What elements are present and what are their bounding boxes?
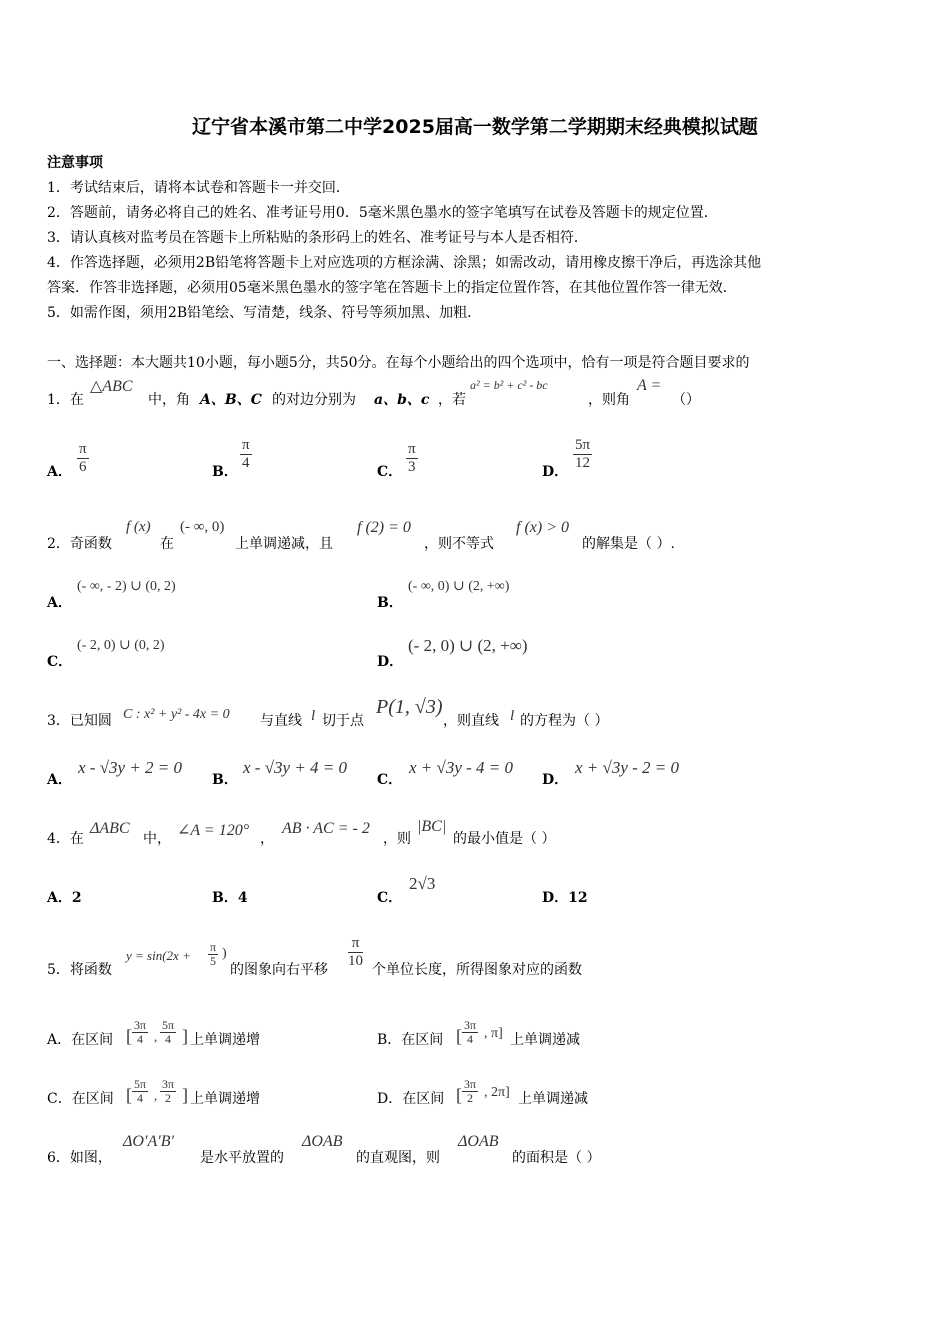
q4-option-a: A．2 bbox=[47, 890, 82, 906]
q2-interval: (- ∞, 0) bbox=[180, 519, 225, 535]
q5-d-rest: , 2π] bbox=[484, 1085, 510, 1100]
q3-text: 与直线 bbox=[260, 713, 302, 729]
q1-c-num: π bbox=[408, 441, 416, 457]
q6-number: 6．如图， bbox=[47, 1150, 112, 1166]
q2-text: 上单调递减，且 bbox=[235, 536, 333, 552]
q4-dot-product: AB · AC = - 2 bbox=[282, 820, 370, 837]
q4-option-b: B．4 bbox=[212, 890, 248, 906]
q5-d-lower-num: 3π bbox=[464, 1077, 477, 1091]
notice-item: 5．如需作图，须用2B铅笔绘、写清楚，线条、符号等须加黑、加粗． bbox=[47, 305, 482, 321]
q4-text: ，则 bbox=[383, 831, 411, 847]
q5-b-bracket: [ bbox=[456, 1026, 462, 1046]
q4-triangle: ΔABC bbox=[90, 820, 130, 837]
q1-angle-a: A = bbox=[637, 377, 662, 394]
q5-a-upper-num: 5π bbox=[162, 1018, 175, 1032]
q1-option-a-label: A． bbox=[47, 464, 72, 480]
q5-c-upper-den: 2 bbox=[165, 1091, 172, 1105]
q5-d-text: 上单调递减 bbox=[518, 1091, 588, 1107]
q5-number: 5．将函数 bbox=[47, 962, 112, 978]
q5-a-upper-den: 4 bbox=[165, 1032, 172, 1046]
q1-option-d bbox=[573, 437, 592, 472]
q3-text: 的方程为（ ） bbox=[520, 713, 609, 729]
q5-option-a-label: A．在区间 bbox=[47, 1032, 114, 1048]
q3-option-b-label: B． bbox=[212, 772, 238, 788]
q5-c-upper-num: 3π bbox=[162, 1077, 175, 1091]
q6-text: 的直观图，则 bbox=[356, 1150, 440, 1166]
q6-text: 的面积是（ ） bbox=[512, 1150, 601, 1166]
q1-text: ，则角 bbox=[588, 392, 630, 408]
q5-a-lower bbox=[132, 1019, 148, 1046]
q4-number: 4．在 bbox=[47, 831, 84, 847]
q1-triangle: △ABC bbox=[90, 378, 133, 395]
q1-option-b-label: B． bbox=[212, 464, 238, 480]
q5-c-text: 上单调递增 bbox=[190, 1091, 260, 1107]
q2-option-d: (- 2, 0) ∪ (2, +∞) bbox=[408, 636, 528, 655]
q1-option-b bbox=[240, 437, 252, 472]
q5-shift bbox=[348, 935, 363, 970]
notice-item: 3．请认真核对监考员在答题卡上所粘贴的条形码上的姓名、准考证号与本人是否相符． bbox=[47, 230, 588, 246]
q5-phase bbox=[208, 941, 218, 968]
q1-angles: A、B、C bbox=[200, 392, 262, 408]
q6-triangle: ΔOAB bbox=[302, 1133, 343, 1150]
q5-paren: ) bbox=[222, 946, 227, 961]
q2-text: 在 bbox=[160, 536, 174, 552]
q2-option-c: (- 2, 0) ∪ (0, 2) bbox=[77, 638, 165, 653]
q2-option-a: (- ∞, - 2) ∪ (0, 2) bbox=[77, 579, 176, 594]
q5-b-lower bbox=[462, 1019, 478, 1046]
q5-c-bracket: [ bbox=[126, 1085, 132, 1105]
q3-circle: C : x² + y² - 4x = 0 bbox=[123, 707, 230, 722]
q1-b-den: 4 bbox=[242, 455, 250, 471]
q5-c-upper bbox=[160, 1078, 176, 1105]
q5-a-bracket: ] bbox=[182, 1026, 188, 1046]
q5-c-comma: , bbox=[154, 1088, 158, 1103]
q4-option-c: 2√3 bbox=[409, 874, 436, 893]
q2-option-a-label: A． bbox=[47, 595, 72, 611]
q5-a-upper bbox=[160, 1019, 176, 1046]
q6-triangle: ΔOAB bbox=[458, 1133, 499, 1150]
q2-text: ，则不等式 bbox=[424, 536, 494, 552]
q5-c-lower-den: 4 bbox=[137, 1091, 144, 1105]
q5-c-lower-num: 5π bbox=[134, 1077, 147, 1091]
q6-triangle-prime: ΔO′A′B′ bbox=[123, 1133, 174, 1150]
q4-option-c-label: C． bbox=[377, 890, 403, 906]
q5-option-b-label: B．在区间 bbox=[377, 1032, 444, 1048]
q1-text: 中，角 bbox=[148, 392, 190, 408]
q2-option-b: (- ∞, 0) ∪ (2, +∞) bbox=[408, 579, 510, 594]
q5-a-text: 上单调递增 bbox=[190, 1032, 260, 1048]
q6-text: 是水平放置的 bbox=[200, 1150, 284, 1166]
q1-d-num: 5π bbox=[575, 437, 591, 453]
q4-text: ， bbox=[260, 831, 274, 847]
notice-heading: 注意事项 bbox=[47, 155, 103, 171]
q3-text: ，则直线 bbox=[443, 713, 499, 729]
q5-b-lower-den: 4 bbox=[467, 1032, 474, 1046]
q1-a-num: π bbox=[79, 441, 87, 457]
q1-a-den: 6 bbox=[79, 459, 87, 475]
notice-item: 2．答题前，请务必将自己的姓名、准考证号用0．5毫米黑色墨水的签字笔填写在试卷及答题卡的规定位置． bbox=[47, 205, 718, 221]
q4-angle: ∠A = 120° bbox=[177, 822, 250, 839]
q5-b-rest: , π] bbox=[484, 1026, 503, 1041]
q5-text: 的图象向右平移 bbox=[230, 962, 328, 978]
q5-function: y = sin(2x + bbox=[126, 948, 191, 963]
q1-d-den: 12 bbox=[575, 455, 591, 471]
q5-b-text: 上单调递减 bbox=[510, 1032, 580, 1048]
q5-c-lower bbox=[132, 1078, 148, 1105]
q2-option-d-label: D． bbox=[377, 654, 404, 670]
q5-c-bracket: ] bbox=[182, 1085, 188, 1105]
q1-option-c bbox=[406, 441, 418, 476]
q2-option-c-label: C． bbox=[47, 654, 73, 670]
q5-phase-den: 5 bbox=[210, 954, 217, 968]
notice-item: 答案．作答非选择题，必须用05毫米黑色墨水的签字笔在答题卡上的指定位置作答，在其他位置作答一律无效． bbox=[47, 280, 737, 296]
q2-option-b-label: B． bbox=[377, 595, 403, 611]
q3-number: 3．已知圆 bbox=[47, 713, 112, 729]
q5-option-c-label: C．在区间 bbox=[47, 1091, 114, 1107]
q3-option-a: x - √3y + 2 = 0 bbox=[78, 758, 183, 777]
q5-d-bracket: [ bbox=[456, 1085, 462, 1105]
q2-text: 的解集是（ ）. bbox=[582, 536, 675, 552]
q1-option-d-label: D． bbox=[542, 464, 569, 480]
q3-option-d: x + √3y - 2 = 0 bbox=[575, 758, 680, 777]
q3-option-c: x + √3y - 4 = 0 bbox=[409, 758, 514, 777]
q1-text: 的对边分别为 bbox=[272, 392, 356, 408]
page-title: 辽宁省本溪市第二中学2025届高一数学第二学期期末经典模拟试题 bbox=[192, 116, 758, 138]
q3-line: l bbox=[510, 708, 515, 724]
q5-a-lower-den: 4 bbox=[137, 1032, 144, 1046]
q5-d-lower-den: 2 bbox=[467, 1091, 474, 1105]
q4-bc: |BC| bbox=[417, 818, 447, 835]
notice-item: 1．考试结束后，请将本试卷和答题卡一并交回． bbox=[47, 180, 350, 196]
q5-a-lower-num: 3π bbox=[134, 1018, 147, 1032]
q1-c-den: 3 bbox=[408, 459, 416, 475]
q5-shift-num: π bbox=[351, 935, 360, 951]
q4-text: 的最小值是（ ） bbox=[453, 831, 556, 847]
q2-inequality: f (x) > 0 bbox=[516, 519, 569, 536]
q3-option-c-label: C． bbox=[377, 772, 403, 788]
q1-condition: a² = b² + c² - bc bbox=[470, 378, 548, 392]
q2-function: f (x) bbox=[126, 519, 151, 535]
q1-text: ，若 bbox=[438, 392, 466, 408]
q1-number: 1．在 bbox=[47, 392, 84, 408]
notice-item: 4．作答选择题，必须用2B铅笔将答题卡上对应选项的方框涂满、涂黑；如需改动，请用橡皮擦干净后，再选涂其他 bbox=[47, 255, 762, 271]
q3-line: l bbox=[311, 708, 316, 724]
q1-option-a bbox=[77, 441, 89, 476]
q1-b-num: π bbox=[242, 437, 250, 453]
q5-text: 个单位长度，所得图象对应的函数 bbox=[372, 962, 582, 978]
q1-option-c-label: C． bbox=[377, 464, 403, 480]
q1-sides: a、b、c bbox=[374, 392, 430, 408]
q5-option-d-label: D．在区间 bbox=[377, 1091, 445, 1107]
q3-point: P(1, √3) bbox=[376, 696, 443, 718]
q5-phase-num: π bbox=[210, 940, 217, 954]
section-heading: 一、选择题：本大题共10小题，每小题5分，共50分。在每个小题给出的四个选项中，恰有一项是符合题目要求的 bbox=[47, 355, 750, 371]
q5-a-bracket: [ bbox=[126, 1026, 132, 1046]
q5-d-lower bbox=[462, 1078, 478, 1105]
q3-text: 切于点 bbox=[322, 713, 364, 729]
q3-option-a-label: A． bbox=[47, 772, 72, 788]
q3-option-b: x - √3y + 4 = 0 bbox=[243, 758, 348, 777]
q4-text: 中， bbox=[143, 831, 171, 847]
q2-number: 2．奇函数 bbox=[47, 536, 112, 552]
q2-value: f (2) = 0 bbox=[357, 519, 411, 536]
q4-option-d: D．12 bbox=[542, 890, 588, 906]
q1-paren: （） bbox=[672, 392, 700, 408]
q5-a-comma: , bbox=[154, 1029, 158, 1044]
q3-option-d-label: D． bbox=[542, 772, 569, 788]
q5-shift-den: 10 bbox=[348, 953, 363, 969]
q5-b-lower-num: 3π bbox=[464, 1018, 477, 1032]
